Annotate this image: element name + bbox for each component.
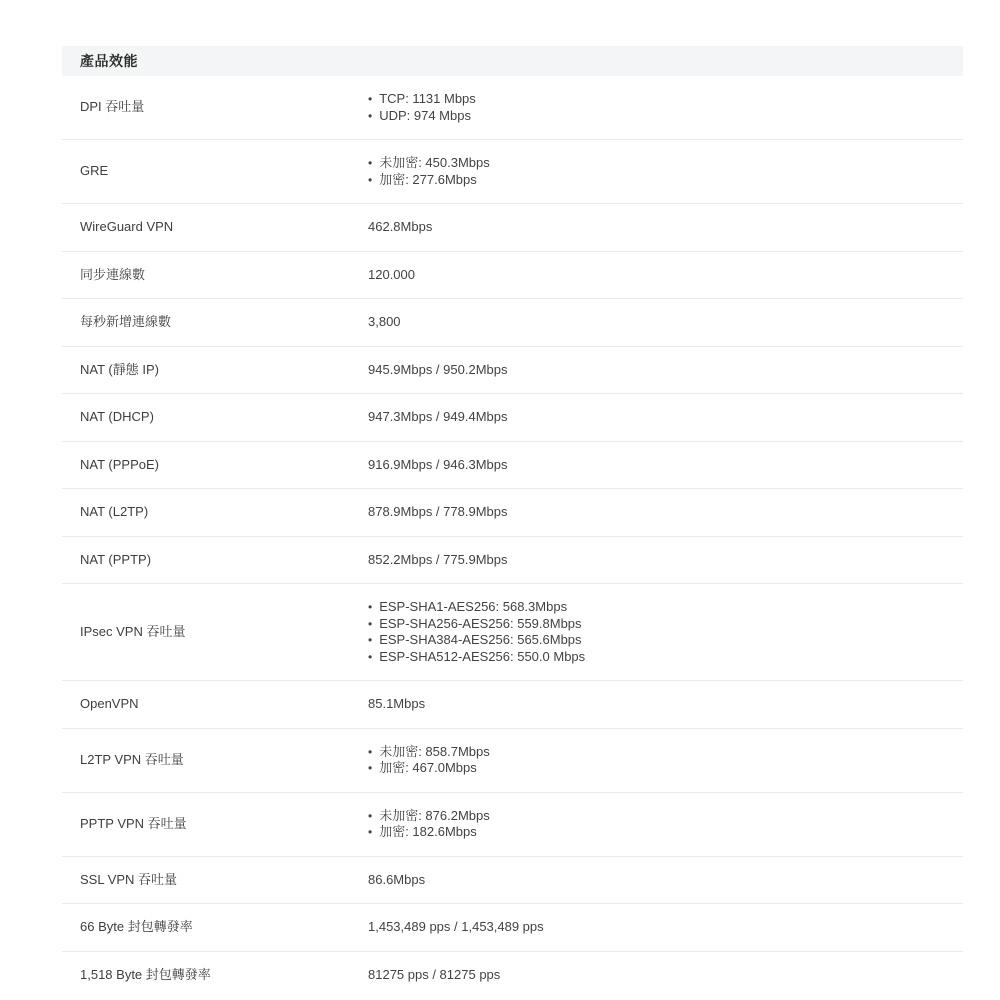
bullet-item xyxy=(368,172,963,189)
spec-value xyxy=(368,808,963,841)
bullet-text: ESP-SHA256-AES256: 559.8Mbps xyxy=(379,615,582,631)
spec-value xyxy=(368,91,963,124)
spec-value: 878.9Mbps / 778.9Mbps xyxy=(368,504,508,519)
spec-value: 1,453,489 pps / 1,453,489 pps xyxy=(368,919,544,934)
spec-value: 947.3Mbps / 949.4Mbps xyxy=(368,409,508,424)
bullet-text: TCP: 1131 Mbps xyxy=(379,91,476,106)
table-row xyxy=(62,537,963,585)
spec-value xyxy=(368,744,963,777)
bullet-item xyxy=(368,808,963,825)
spec-value: 945.9Mbps / 950.2Mbps xyxy=(368,361,508,377)
spec-label: DPI 吞吐量 xyxy=(80,99,145,115)
table-row xyxy=(62,952,963,999)
bullet-text: ESP-SHA512-AES256: 550.0 Mbps xyxy=(379,648,586,664)
spec-label: 1,518 Byte 封包轉發率 xyxy=(80,966,211,982)
bullet-icon: • xyxy=(368,825,373,839)
bullet-item xyxy=(368,760,963,777)
bullet-item xyxy=(368,649,963,666)
bullet-icon: • xyxy=(368,600,373,614)
spec-label: OpenVPN xyxy=(80,696,139,711)
table-row xyxy=(62,584,963,681)
spec-value-bullet-list xyxy=(368,744,963,777)
spec-value: 852.2Mbps / 775.9Mbps xyxy=(368,551,508,567)
bullet-item xyxy=(368,632,963,649)
spec-label: SSL VPN 吞吐量 xyxy=(80,871,178,887)
bullet-icon: • xyxy=(368,808,373,823)
table-row xyxy=(62,204,963,252)
table-rows xyxy=(62,76,963,998)
spec-label: WireGuard VPN xyxy=(80,219,174,234)
spec-label: NAT (DHCP) xyxy=(80,409,154,424)
table-row xyxy=(62,394,963,442)
bullet-icon: • xyxy=(368,92,373,106)
bullet-text: ESP-SHA1-AES256: 568.3Mbps xyxy=(379,599,568,614)
bullet-item xyxy=(368,155,963,172)
table-row xyxy=(62,857,963,905)
spec-label: NAT (L2TP) xyxy=(80,504,149,519)
bullet-icon: • xyxy=(368,156,373,170)
spec-value: 86.6Mbps xyxy=(368,871,426,887)
spec-label: NAT (PPPoE) xyxy=(80,456,159,472)
spec-value-bullet-list xyxy=(368,155,963,188)
bullet-text: 加密: 182.6Mbps xyxy=(379,824,477,839)
table-row xyxy=(62,442,963,490)
spec-value: 462.8Mbps xyxy=(368,219,433,234)
bullet-icon: • xyxy=(368,616,373,631)
table-row xyxy=(62,729,963,793)
spec-label: IPsec VPN 吞吐量 xyxy=(80,623,186,639)
table-row xyxy=(62,489,963,537)
table-row xyxy=(62,140,963,204)
spec-value: 81275 pps / 81275 pps xyxy=(368,966,501,982)
table-row xyxy=(62,681,963,729)
spec-value-bullet-list xyxy=(368,808,963,841)
spec-value: 3,800 xyxy=(368,314,401,329)
spec-value: 85.1Mbps xyxy=(368,696,426,711)
bullet-icon: • xyxy=(368,108,373,123)
spec-value-bullet-list xyxy=(368,91,963,124)
bullet-item xyxy=(368,744,963,761)
spec-label: 66 Byte 封包轉發率 xyxy=(80,919,193,934)
bullet-icon: • xyxy=(368,744,373,759)
table-row xyxy=(62,347,963,395)
spec-label: NAT (PPTP) xyxy=(80,551,152,567)
bullet-text: 未加密: 876.2Mbps xyxy=(379,807,490,823)
spec-value-bullet-list xyxy=(368,599,963,665)
bullet-item xyxy=(368,599,963,616)
table-row xyxy=(62,299,963,347)
spec-label: 每秒新增連線數 xyxy=(80,314,172,329)
table-row xyxy=(62,793,963,857)
table-row xyxy=(62,76,963,140)
bullet-icon: • xyxy=(368,649,373,664)
bullet-item xyxy=(368,108,963,125)
table-row xyxy=(62,904,963,952)
bullet-text: 未加密: 450.3Mbps xyxy=(379,155,490,170)
table-row xyxy=(62,252,963,300)
bullet-item xyxy=(368,616,963,633)
spec-label: NAT (靜態 IP) xyxy=(80,361,159,377)
bullet-text: 未加密: 858.7Mbps xyxy=(379,743,490,759)
spec-label: 同步連線數 xyxy=(80,266,146,282)
spec-value: 120.000 xyxy=(368,266,415,282)
bullet-icon: • xyxy=(368,172,373,187)
spec-value xyxy=(368,599,963,665)
bullet-text: 加密: 467.0Mbps xyxy=(379,760,477,775)
table-header: 產品效能 xyxy=(62,46,963,76)
bullet-icon: • xyxy=(368,633,373,647)
bullet-text: UDP: 974 Mbps xyxy=(379,107,471,123)
bullet-text: ESP-SHA384-AES256: 565.6Mbps xyxy=(379,632,582,647)
spec-label: GRE xyxy=(80,163,109,179)
spec-label: L2TP VPN 吞吐量 xyxy=(80,751,184,767)
spec-label: PPTP VPN 吞吐量 xyxy=(80,815,187,831)
spec-value xyxy=(368,155,963,188)
bullet-item xyxy=(368,91,963,108)
spec-value: 916.9Mbps / 946.3Mbps xyxy=(368,456,508,472)
product-performance-table xyxy=(62,46,963,998)
bullet-text: 加密: 277.6Mbps xyxy=(379,171,477,187)
bullet-item xyxy=(368,824,963,841)
bullet-icon: • xyxy=(368,761,373,775)
